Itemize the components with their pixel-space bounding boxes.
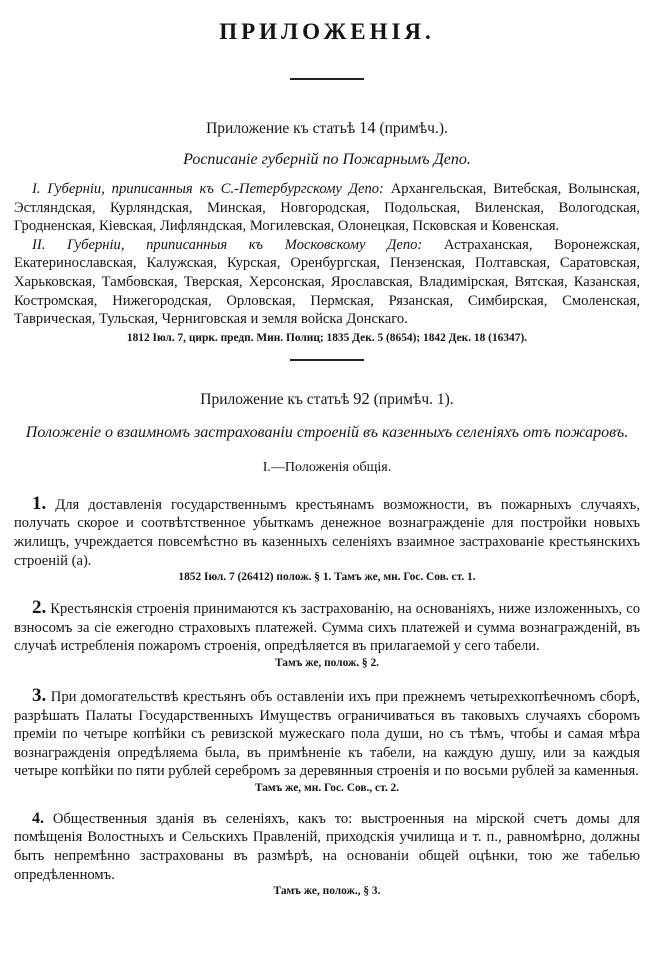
group-1-paragraph xyxy=(14,180,640,236)
appendix-92-heading xyxy=(14,389,640,410)
article-text: При домогательствѣ крестьянъ объ оставленіи ихъ при прежнемъ четырехкопѣечномъ сборѣ, разрѣшать Палаты Государственныхъ Имуществъ ограничиваться въ таковыхъ случаяхъ сборомъ преміи по четыре копѣйки съ ревизской мужескаго пола души, но съ тѣмъ, чтобы и самая мѣра вознагражденія опредѣляема была, въ примѣненіе къ табели, на каждую душу, или за каждыя четыре копѣйки по пяти рублей серебромъ за деревянныя строенія и по восьми рублей за каменныя. xyxy=(14,688,640,780)
article-4-reference: Тамъ же, полож., § 3. xyxy=(273,885,381,898)
article-2 xyxy=(14,599,640,656)
article-4 xyxy=(14,810,640,884)
appendix-14-heading xyxy=(14,118,640,139)
article-number: 3. xyxy=(32,684,47,706)
article-text: Для доставленія государственнымъ крестьянамъ возможности, въ пожарныхъ случаяхъ, получать скорое и соотвѣтственное убыткамъ денежное вознагражденіе для постройки новыхъ жилищъ, учреждается повсемѣстно въ казенныхъ селеніяхъ взаимное застрахованіе крестьянскихъ строеній (а). xyxy=(14,496,640,569)
appendix-14-reference: 1812 Іюл. 7, цирк. предп. Мин. Полиц; 1835 Дек. 5 (8654); 1842 Дек. 18 (16347). xyxy=(126,331,528,344)
appendix-92-subtitle: Положеніе о взаимномъ застрахованіи строеній въ казенныхъ селеніяхъ отъ пожаровъ. xyxy=(25,423,629,441)
appendix-article-number: 92 xyxy=(353,388,370,408)
divider-rule xyxy=(290,359,364,361)
appendix-heading-suffix: (примѣч. 1). xyxy=(373,390,454,408)
page-title: ПРИЛОЖЕНІЯ. xyxy=(219,19,435,44)
group-2-paragraph xyxy=(14,236,640,329)
group-1-list: Архангельская, Витебская, Волынская, Эстляндская, Курляндская, Минская, Новгородская, Подольская, Виленская, Вологодская, Гродненская, Кіевская, Лифляндская, Могилевская, Олонецкая, Псковская и Ковенская. xyxy=(14,181,640,235)
appendix-14-subtitle: Росписаніе губерній по Пожарнымъ Депо. xyxy=(183,151,471,168)
divider-rule xyxy=(290,78,364,80)
article-2-reference: Тамъ же, полож. § 2. xyxy=(274,656,380,669)
article-3-reference: Тамъ же, мн. Гос. Сов., ст. 2. xyxy=(254,781,400,794)
section-heading: I.—Положенія общія. xyxy=(262,459,392,475)
article-number: 1. xyxy=(32,492,47,514)
article-number: 4. xyxy=(32,809,44,827)
article-3 xyxy=(14,684,640,781)
article-text: Крестьянскія строенія принимаются къ застрахованію, на основаніяхъ, ниже изложенныхъ, со взносомъ за сіе ежегодно страховыхъ платежей. Сумма сихъ платежей и сумма вознагражденій, въ случаѣ истребленія пожаромъ строенія, опредѣляется въ прилагаемой у сего табели. xyxy=(14,601,640,655)
appendix-heading-prefix: Приложение къ статьѣ xyxy=(200,390,350,408)
group-1-label: I. Губерніи, приписанныя къ С.-Петербургскому Депо: xyxy=(32,181,384,197)
appendix-heading-suffix: (примѣч.). xyxy=(379,120,448,137)
article-1 xyxy=(14,492,640,570)
article-number: 2. xyxy=(32,597,47,619)
group-2-label: II. Губерніи, приписанныя къ Московскому Депо: xyxy=(32,236,423,253)
article-1-reference: 1852 Іюл. 7 (26412) полож. § 1. Тамъ же, мн. Гос. Сов. ст. 1. xyxy=(178,571,476,584)
appendix-article-number: 14 xyxy=(359,118,376,137)
group-2-list: Астраханская, Воронежская, Екатеринославская, Калужская, Курская, Оренбургская, Пензенская, Полтавская, Саратовская, Харьковская, Тамбовская, Тверская, Херсонская, Ярославская, Владимірская, Вятская, Казанская, Костромская, Нижегородская, Орловская, Пермская, Рязанская, Симбирская, Смоленская, Таврическая, Тульская, Черниговская и земля войска Донскаго. xyxy=(14,236,641,328)
article-text: Общественныя зданія въ селеніяхъ, какъ то: выстроенныя на мірской счетъ домы для помѣщенія Волостныхъ и Сельскихъ Правленій, приходскія училища и т. п., равномѣрно, должны быть непремѣнно застрахованы въ размѣрѣ, на основаніи общей оцѣнки, тою же табелью опредѣленномъ. xyxy=(14,810,640,883)
appendix-heading-prefix: Приложение къ статьѣ xyxy=(206,120,356,137)
